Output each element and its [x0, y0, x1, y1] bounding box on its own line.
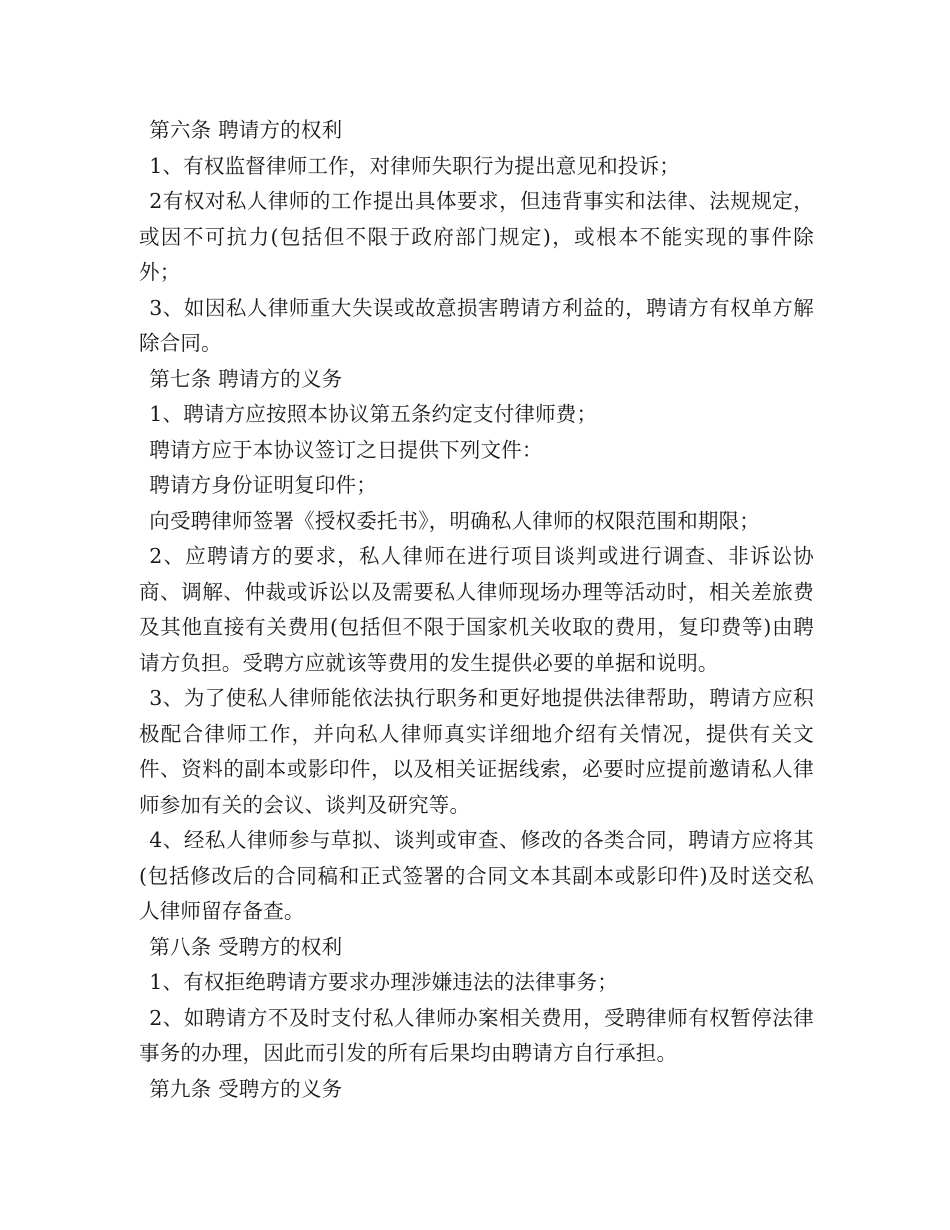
article-8-heading: 第八条 受聘方的权利 — [149, 934, 343, 959]
article-7-item-1: 1、聘请方应按照本协议第五条约定支付律师费； — [149, 402, 598, 426]
article-6-item-1: 1、有权监督律师工作，对律师失职行为提出意见和投诉； — [149, 153, 680, 178]
article-6-item-3: 3、如因私人律师重大失误或故意损害聘请方利益的，聘请方有权单方解除合同。 — [139, 295, 814, 355]
article-7-documents-intro: 聘请方应于本协议签订之日提供下列文件： — [149, 437, 543, 462]
article-7-document-authorization: 向受聘律师签署《授权委托书》，明确私人律师的权限范围和期限； — [149, 508, 760, 533]
article-7-item-3: 3、为了使私人律师能依法执行职务和更好地提供法律帮助，聘请方应积极配合律师工作，并向私人律师真实详细地介绍有关情况，提供有关文件、资料的副本或影印件，以及相关证据线索，必要时应提前邀请私人律师参加有关的会议、谈判及研究等。 — [139, 686, 814, 817]
article-8-item-2: 2、如聘请方不及时支付私人律师办案相关费用，受聘律师有权暂停法律事务的办理，因此而引发的所有后果均由聘请方自行承担。 — [139, 1005, 814, 1065]
document-body — [139, 113, 814, 1107]
article-6-item-2: 2有权对私人律师的工作提出具体要求，但违背事实和法律、法规规定，或因不可抗力(包括但不限于政府部门规定)，或根本不能实现的事件除外； — [139, 189, 814, 284]
article-9-heading: 第九条 受聘方的义务 — [149, 1076, 343, 1101]
article-7-item-2: 2、应聘请方的要求，私人律师在进行项目谈判或进行调查、非诉讼协商、调解、仲裁或诉讼以及需要私人律师现场办理等活动时，相关差旅费及其他直接有关费用(包括但不限于国家机关收取的费用，复印费等)由聘请方负担。受聘方应就该等费用的发生提供必要的单据和说明。 — [139, 544, 814, 675]
article-8-item-1: 1、有权拒绝聘请方要求办理涉嫌违法的法律事务； — [149, 970, 618, 994]
article-6-heading: 第六条 聘请方的权利 — [149, 118, 343, 142]
article-7-document-id-copy: 聘请方身份证明复印件； — [149, 473, 377, 497]
article-7-item-4: 4、经私人律师参与草拟、谈判或审查、修改的各类合同，聘请方应将其(包括修改后的合同稿和正式签署的合同文本其副本或影印件)及时送交私人律师留存备查。 — [139, 828, 814, 923]
article-7-heading: 第七条 聘请方的义务 — [149, 366, 343, 391]
